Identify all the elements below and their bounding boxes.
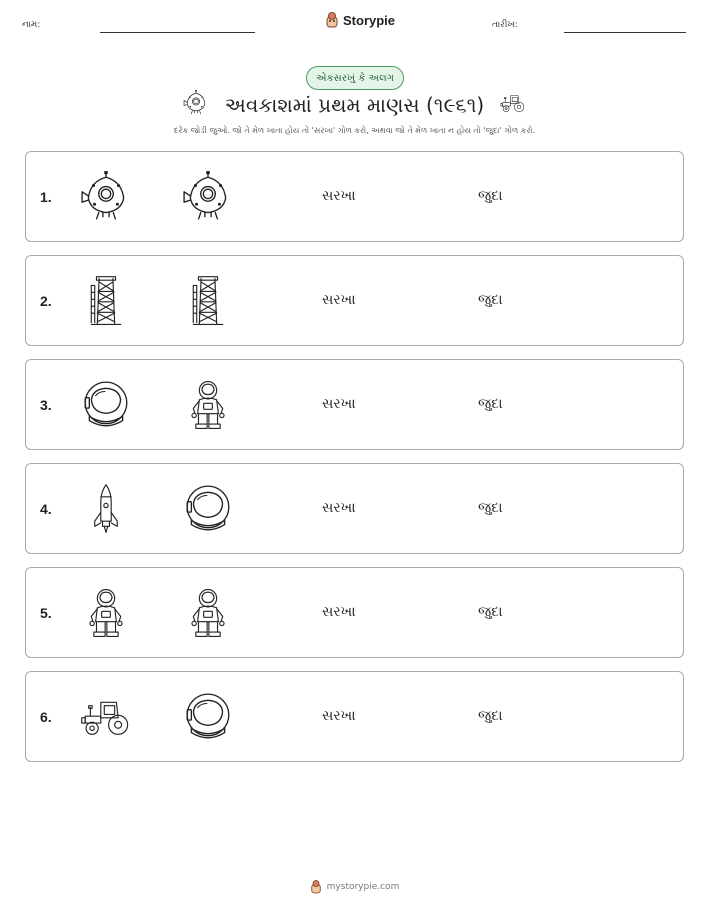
same-option[interactable]: સરખા bbox=[322, 708, 356, 724]
right-picture bbox=[178, 375, 238, 435]
question-row bbox=[25, 255, 684, 346]
different-option[interactable]: જુદા bbox=[478, 708, 503, 724]
submarine-icon bbox=[80, 171, 132, 223]
space-helmet-icon bbox=[182, 483, 234, 535]
right-picture bbox=[178, 167, 238, 227]
title-row bbox=[0, 88, 709, 122]
left-picture bbox=[76, 271, 136, 331]
instructions: દરેક જોડી જુઓ. જો તે મેળ ખાતા હોય તો 'સરખા' ગોળ કરો, અથવા જો તે મેળ ખાતા ન હોય તો 'જુદા' ગોળ કરો. bbox=[173, 126, 536, 135]
left-picture bbox=[76, 583, 136, 643]
same-option[interactable]: સરખા bbox=[322, 396, 356, 412]
astronaut-icon bbox=[80, 587, 132, 639]
question-number: 1. bbox=[40, 189, 52, 205]
launch-tower-icon bbox=[182, 275, 234, 327]
same-option[interactable]: સરખા bbox=[322, 500, 356, 516]
different-option[interactable]: જુદા bbox=[478, 188, 503, 204]
title-left-icon bbox=[183, 90, 209, 120]
storypie-logo-icon bbox=[325, 12, 339, 28]
name-label: નામ: bbox=[22, 20, 41, 30]
question-number: 4. bbox=[40, 501, 52, 517]
launch-tower-icon bbox=[80, 275, 132, 327]
same-option[interactable]: સરખા bbox=[322, 188, 356, 204]
brand-logo bbox=[325, 12, 395, 28]
submarine-icon bbox=[183, 90, 209, 116]
footer bbox=[0, 880, 709, 894]
page-title: અવકાશમાં પ્રથમ માણસ (૧૯૬૧) bbox=[224, 93, 485, 117]
date-line[interactable] bbox=[564, 32, 686, 33]
question-row bbox=[25, 567, 684, 658]
tractor-icon bbox=[80, 691, 132, 743]
same-option[interactable]: સરખા bbox=[322, 604, 356, 620]
question-number: 6. bbox=[40, 709, 52, 725]
different-option[interactable]: જુદા bbox=[478, 292, 503, 308]
question-row bbox=[25, 359, 684, 450]
question-row bbox=[25, 671, 684, 762]
brand-name: Storypie bbox=[343, 12, 396, 28]
question-number: 2. bbox=[40, 293, 52, 309]
rocket-icon bbox=[80, 483, 132, 535]
date-label: તારીખ: bbox=[492, 20, 518, 30]
title-right-icon bbox=[500, 90, 526, 120]
astronaut-icon bbox=[182, 379, 234, 431]
left-picture bbox=[76, 375, 136, 435]
question-number: 3. bbox=[40, 397, 52, 413]
same-option[interactable]: સરખા bbox=[322, 292, 356, 308]
left-picture bbox=[76, 167, 136, 227]
right-picture bbox=[178, 479, 238, 539]
space-helmet-icon bbox=[80, 379, 132, 431]
footer-url: mystorypie.com bbox=[326, 882, 400, 892]
name-line[interactable] bbox=[100, 32, 255, 33]
right-picture bbox=[178, 583, 238, 643]
different-option[interactable]: જુદા bbox=[478, 396, 503, 412]
submarine-icon bbox=[182, 171, 234, 223]
different-option[interactable]: જુદા bbox=[478, 500, 503, 516]
question-number: 5. bbox=[40, 605, 52, 621]
right-picture bbox=[178, 687, 238, 747]
footer-logo-icon bbox=[310, 880, 322, 894]
left-picture bbox=[76, 479, 136, 539]
different-option[interactable]: જુદા bbox=[478, 604, 503, 620]
question-row bbox=[25, 151, 684, 242]
question-row bbox=[25, 463, 684, 554]
space-helmet-icon bbox=[182, 691, 234, 743]
topic-badge: એકસરખું કે અલગ bbox=[306, 66, 404, 90]
right-picture bbox=[178, 271, 238, 331]
astronaut-icon bbox=[182, 587, 234, 639]
left-picture bbox=[76, 687, 136, 747]
tractor-icon bbox=[500, 90, 526, 116]
